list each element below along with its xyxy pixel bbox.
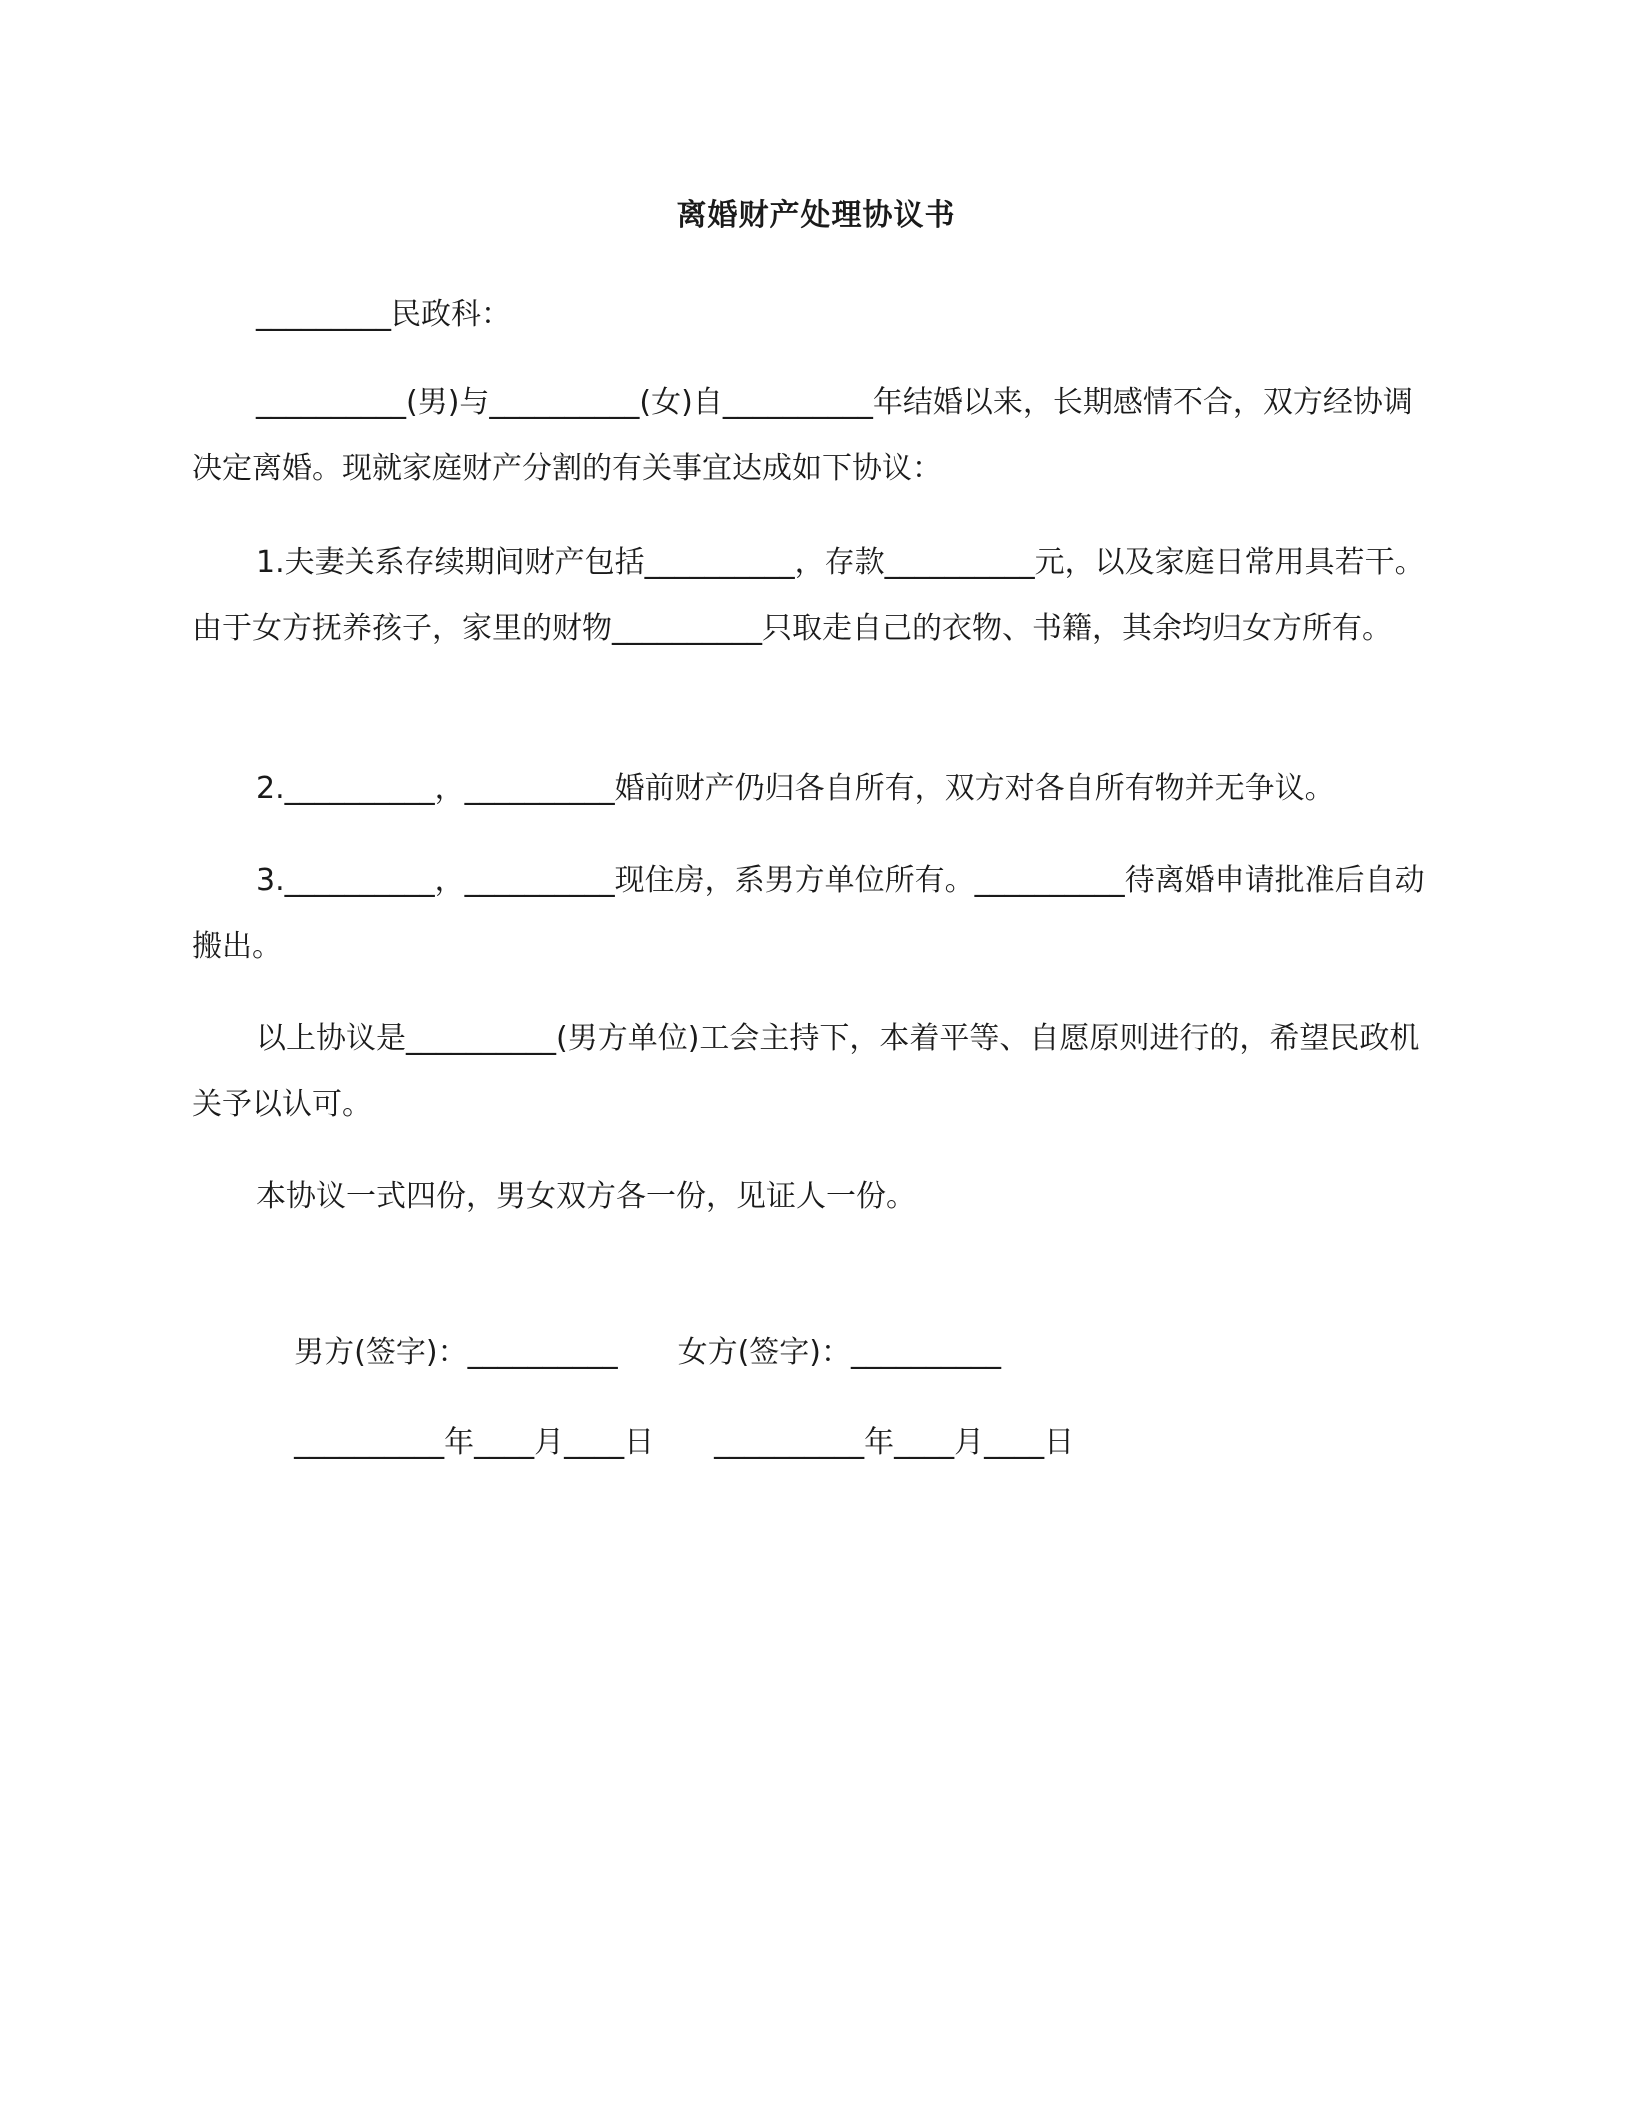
- female-signature: 女方(签字)：__________: [677, 1335, 1001, 1370]
- document-title: 离婚财产处理协议书: [676, 198, 956, 233]
- clause-2: 2.__________，__________婚前财产仍归各自所有，双方对各自所有物并无争议。: [256, 771, 1335, 806]
- union-paragraph: 以上协议是__________(男方单位)工会主持下，本着平等、自愿原则进行的，希望民政机关予以认可。: [192, 1021, 1420, 1122]
- male-date: __________年____月____日: [294, 1425, 655, 1460]
- male-signature: 男方(签字)：__________: [294, 1335, 618, 1370]
- copies-paragraph: 本协议一式四份，男女双方各一份，见证人一份。: [256, 1179, 916, 1214]
- addressee-line: _________民政科：: [256, 297, 511, 332]
- female-date: __________年____月____日: [714, 1425, 1075, 1460]
- date-row: [256, 1344, 1074, 1542]
- intro-paragraph: __________(男)与__________(女)自__________年结婚以来，长期感情不合，双方经协调决定离婚。现就家庭财产分割的有关事宜达成如下协议：: [192, 385, 1413, 486]
- clause-1: 1.夫妻关系存续期间财产包括__________，存款__________元，以及家庭日常用具若干。由于女方抚养孩子，家里的财物__________只取走自己的衣物、书籍，其余均归女方所有。: [192, 545, 1425, 646]
- clause-3: 3.__________，__________现住房，系男方单位所有。__________待离婚申请批准后自动搬出。: [192, 863, 1425, 964]
